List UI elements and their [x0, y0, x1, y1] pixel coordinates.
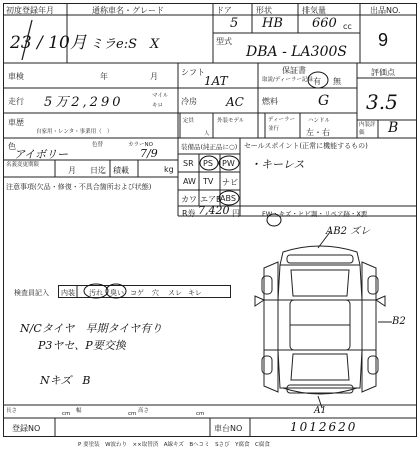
sales-point-value: ・キーレス [250, 158, 305, 171]
width-label: 幅 [76, 408, 82, 414]
length-label: 長さ [6, 408, 18, 414]
shaken-month-unit: 月 [150, 72, 158, 81]
height-unit: cm [196, 411, 205, 417]
displacement-unit: cc [343, 22, 352, 31]
equip-sr: SR [183, 159, 194, 168]
width-unit: cm [128, 411, 137, 417]
damage-legend: P 要塗装 W波わり ××取替済 A線キズ Bヘコミ Sさび Y腐食 C腐食 [78, 442, 270, 448]
type-value: DBA - LA300S [246, 44, 347, 60]
ac-value: AC [226, 95, 244, 109]
inspection-option-scuff: スレ [168, 289, 182, 297]
displacement-label: 排気量 [302, 6, 326, 15]
shift-label: シフト [181, 68, 205, 77]
sales-point-label: セールスポイント(正常に機能するもの) [244, 142, 368, 150]
diagram-mark-rear: A1 [314, 406, 327, 416]
mileage-value: 5万2,290 [44, 95, 124, 110]
model-grade-label: 通称車名・グレード [92, 6, 164, 15]
inspection-label: 検査員記入 [14, 289, 49, 297]
shaken-label: 車検 [8, 72, 24, 81]
equip-tv: TV [203, 177, 214, 186]
interior-value: B [388, 120, 399, 136]
recycle-unit: 円 [232, 209, 240, 218]
color-code-label: カラーNO [128, 142, 153, 148]
load-label: 積載 [113, 166, 129, 175]
inspection-option-tear: キレ [188, 289, 202, 297]
transfer-day-unit: 日迄 [90, 166, 106, 175]
mileage-unit-mile: マイル [152, 93, 169, 99]
inspection-note-2: P3ヤセ、P要交換 [38, 339, 126, 352]
load-kg-unit: kg [164, 165, 174, 174]
displacement-value: 660 [312, 16, 337, 31]
chassis-value: 1012620 [290, 420, 358, 434]
inspection-option-interior: 内装 [61, 289, 75, 297]
color-original-label: 色替 [92, 142, 104, 148]
equip-aw: AW [183, 177, 196, 186]
reg-no-label: 登録NO [12, 424, 41, 433]
ac-label: 冷房 [181, 97, 197, 106]
car-outline-diagram [255, 232, 392, 408]
warranty-sub: 取説/ディーラー記録 [262, 77, 313, 83]
history-label: 車歴 [8, 118, 24, 127]
warranty-label: 保証書 [282, 66, 306, 75]
mileage-label: 走行 [8, 97, 24, 106]
shape-label: 形状 [256, 6, 272, 15]
color-label: 色 [8, 142, 16, 151]
equip-abs: ABS [220, 194, 236, 203]
interior-label: 内装評価 [359, 122, 376, 136]
type-label: 型式 [216, 37, 232, 46]
inspection-note-1: N/Cタイヤ 早期タイヤ有り [20, 322, 163, 335]
inspection-option-burn: コゲ [130, 289, 144, 297]
damage-line-label: FW・キズ・ヒビ割・リペア跡・X要 [262, 210, 368, 218]
equip-leather: カワ [181, 195, 197, 204]
chassis-label: 車台NO [214, 424, 243, 433]
equip-navi: ナビ [222, 178, 238, 187]
lot-value: 9 [378, 30, 389, 50]
dealer-label: ディーラー並行 [268, 117, 296, 132]
first-reg-value: 23 / 10月 [10, 33, 87, 53]
inspection-option-odor: 臭い [110, 289, 124, 297]
equip-ps: PS [203, 159, 213, 168]
name-change-label: 名義変更期限 [6, 162, 40, 168]
warranty-option-no: 無 [333, 77, 341, 86]
fuel-value: G [318, 93, 330, 109]
diagram-mark-right: B2 [392, 316, 406, 327]
score-value: 3.5 [366, 90, 398, 114]
color-code-value: 7/9 [140, 147, 158, 160]
length-unit: cm [62, 411, 71, 417]
color-value: アイボリー [14, 148, 69, 161]
model-grade-value: ミラe:S X [90, 37, 160, 52]
handle-value: 左・右 [306, 128, 330, 137]
doors-label: ドア [216, 6, 232, 15]
shape-value: HB [262, 16, 283, 31]
transfer-month-unit: 月 [68, 166, 76, 175]
fuel-label: 燃料 [262, 97, 278, 106]
equip-pw: PW [222, 159, 235, 168]
doors-value: 5 [230, 16, 239, 31]
shaken-year-unit: 年 [100, 72, 108, 81]
inspection-option-hole: 穴 [152, 289, 159, 297]
capacity-label: 定員 [183, 118, 195, 124]
inspection-option-dirt: 汚れ [89, 289, 103, 297]
inspection-note-3: Nキズ B [40, 374, 91, 387]
recycle-value: 7,420 [198, 204, 230, 217]
recycle-label: R券 [182, 209, 196, 218]
score-label: 評価点 [371, 68, 395, 77]
warranty-option-yes: 有 [313, 77, 321, 86]
shift-value: 1AT [204, 74, 228, 88]
history-options: 自家用・レンタ・事業用（ ） [36, 129, 113, 135]
notes-label: 注意事項(欠品・修復・不具合箇所および状態) [6, 183, 152, 191]
height-label: 高さ [138, 408, 150, 414]
mileage-unit-km: キロ [152, 103, 164, 109]
equipment-title: 装備品(純正品に○) [181, 143, 238, 151]
capacity-unit: 人 [204, 131, 210, 137]
lot-label: 出品NO. [370, 6, 401, 15]
diagram-mark-front: AB2 ズレ [326, 226, 371, 237]
exterior-model-label: 外装モデル [217, 118, 245, 124]
equip-airbag: エアB [200, 195, 222, 204]
first-reg-label: 初度登録年月 [6, 6, 54, 15]
handle-label: ハンドル [308, 118, 331, 124]
